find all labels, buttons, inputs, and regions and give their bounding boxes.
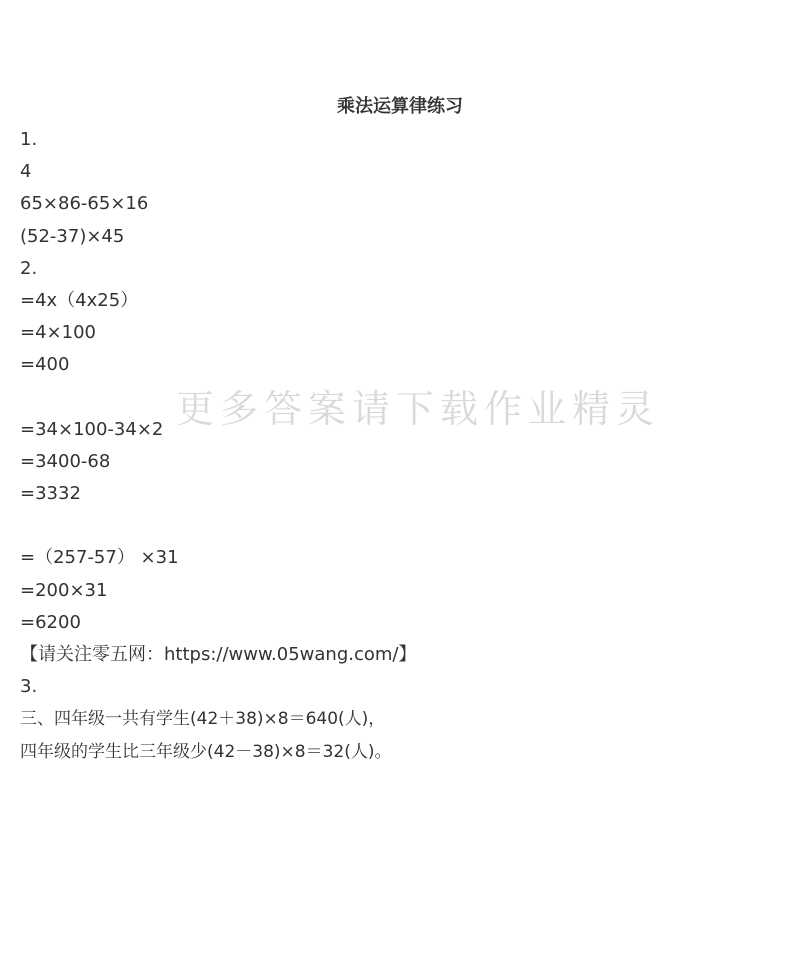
answer-content: [20, 124, 780, 768]
text-line-3: 65×86-65×16: [20, 193, 149, 215]
blank-line: [20, 382, 780, 414]
text-line-18: 3.: [20, 676, 38, 698]
text-line-1: 1.: [20, 129, 38, 150]
text-line-11: =3400-68: [20, 450, 111, 472]
text-line-14: =（257-57） ×31: [20, 547, 179, 569]
text-line-20: 四年级的学生比三年级少(42－38)×8＝32(人)。: [20, 741, 392, 762]
text-line-15: =200×31: [20, 579, 108, 601]
blank-line: [20, 510, 780, 542]
text-line-16: =6200: [20, 611, 81, 633]
text-line-2: 4: [20, 161, 32, 183]
watermark-text: 更多答案请下载作业精灵: [176, 387, 661, 431]
text-line-6: =4x（4x25）: [20, 289, 139, 311]
page-title: 乘法运算律练习: [337, 96, 463, 117]
text-line-4: (52-37)×45: [20, 225, 125, 247]
text-line-5: 2.: [20, 257, 38, 279]
text-line-8: =400: [20, 354, 70, 376]
text-line-19: 三、四年级一共有学生(42＋38)×8＝640(人)，: [20, 709, 386, 730]
text-line-10: =34×100-34×2: [20, 418, 164, 440]
source-notice: 【请关注零五网：https://www.05wang.com/】: [20, 644, 417, 665]
text-line-12: =3332: [20, 483, 81, 505]
text-line-7: =4×100: [20, 322, 96, 344]
